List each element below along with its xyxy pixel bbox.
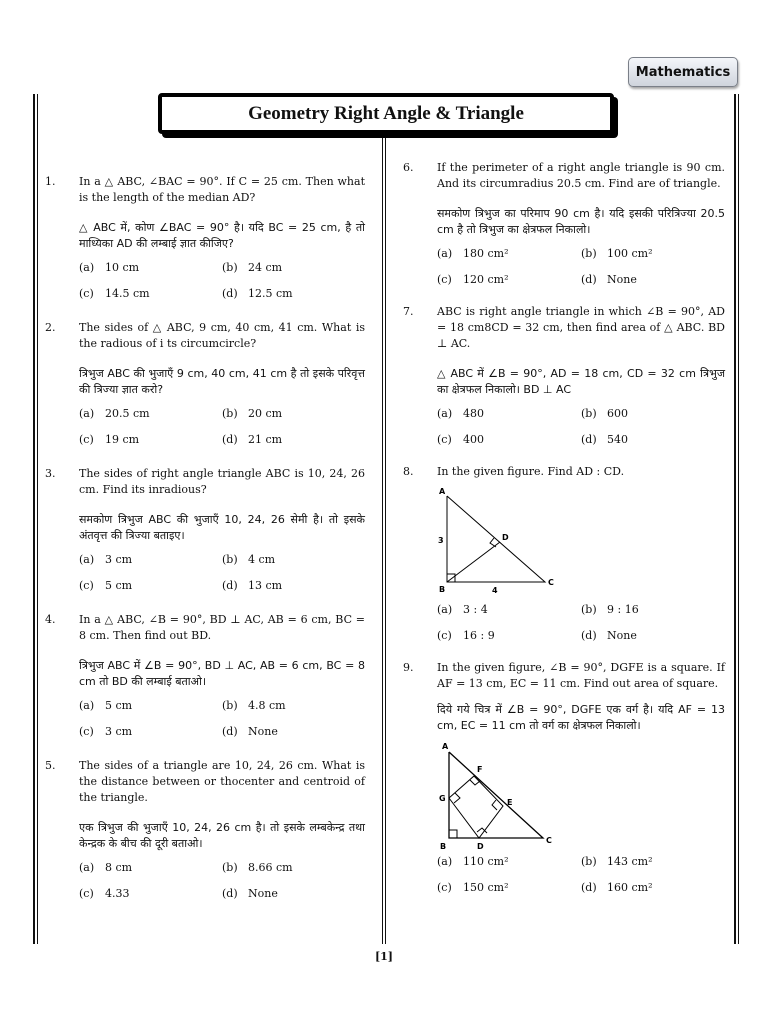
label-g: G [439, 794, 446, 803]
option-c: (c) 400 [437, 433, 484, 446]
option-d: (d) 540 [581, 433, 628, 446]
question-text-en: If the perimeter of a right angle triangle is 90 cm. And its circumradius 20.5 cm. Find are of triangle. [437, 161, 725, 190]
option-b: (b) 143 cm² [581, 855, 653, 868]
question-number: 5. [45, 759, 56, 772]
label-a: A [439, 487, 446, 496]
option-b: (b) 100 cm² [581, 247, 653, 260]
label-a: A [442, 742, 449, 751]
option-d: (d) 13 cm [222, 579, 283, 592]
option-a: (a) 180 cm² [437, 247, 509, 260]
label-c: C [548, 578, 554, 587]
question-text-hi: △ ABC में ∠B = 90°, AD = 18 cm, CD = 32 cm त्रिभुज का क्षेत्रफल निकालो। BD ⊥ AC [437, 367, 725, 396]
option-d: (d) 160 cm² [581, 881, 653, 894]
question-text-en: In the given figure. Find AD : CD. [437, 465, 625, 478]
option-b: (b) 9 : 16 [581, 603, 639, 616]
question-text-en: The sides of △ ABC, 9 cm, 40 cm, 41 cm. What is the radious of i ts circumcircle? [79, 321, 365, 350]
option-b: (b) 24 cm [222, 261, 283, 274]
question-9 [403, 660, 725, 896]
question-number: 1. [45, 175, 56, 188]
question-text-hi: समकोण त्रिभुज ABC की भुजाएँ 10, 24, 26 सेमी है। तो इसके अंतवृत्त की त्रिज्या बताइए। [79, 513, 365, 542]
page-number: [1] [374, 950, 394, 963]
question-3 [45, 466, 365, 594]
question-text-en: In the given figure, ∠B = 90°, DGFE is a square. If AF = 13 cm, EC = 11 cm. Find out area of square. [437, 661, 725, 690]
column-divider-2 [385, 130, 386, 944]
label-e: E [507, 798, 513, 807]
option-a: (a) 8 cm [79, 861, 133, 874]
option-a: (a) 110 cm² [437, 855, 509, 868]
question-text-hi: त्रिभुज ABC में ∠B = 90°, BD ⊥ AC, AB = 6 cm, BC = 8 cm तो BD की लम्बाई बताओ। [79, 659, 365, 688]
option-a: (a) 480 [437, 407, 484, 420]
question-text-hi: दिये गये चित्र में ∠B = 90°, DGFE एक वर्ग है। यदि AF = 13 cm, EC = 11 cm तो वर्ग का क्षेत्रफल निकालो। [437, 703, 725, 732]
option-d: (d) None [222, 887, 278, 900]
question-7 [403, 304, 725, 448]
option-c: (c) 19 cm [79, 433, 140, 446]
page-title: Geometry Right Angle & Triangle [158, 93, 614, 134]
question-number: 2. [45, 321, 56, 334]
left-column [45, 174, 365, 902]
option-d: (d) 21 cm [222, 433, 283, 446]
option-b: (b) 20 cm [222, 407, 283, 420]
option-c: (c) 3 cm [79, 725, 133, 738]
option-c: (c) 5 cm [79, 579, 133, 592]
left-border-inner [37, 94, 38, 944]
label-b: B [440, 842, 447, 851]
side-ab-label: 3 [438, 536, 444, 545]
question-number: 4. [45, 613, 56, 626]
right-border [734, 94, 736, 944]
question-text-en: In a △ ABC, ∠BAC = 90°. If C = 25 cm. Then what is the length of the median AD? [79, 175, 365, 204]
question-number: 9. [403, 661, 414, 674]
option-b: (b) 4.8 cm [222, 699, 286, 712]
option-a: (a) 5 cm [79, 699, 133, 712]
label-d: D [477, 842, 484, 851]
triangle-figure-q8 [437, 486, 567, 598]
label-b: B [439, 585, 446, 594]
question-1 [45, 174, 365, 302]
question-number: 3. [45, 467, 56, 480]
column-divider [382, 130, 383, 944]
question-number: 8. [403, 465, 414, 478]
side-bc-label: 4 [492, 586, 498, 595]
question-text-hi: एक त्रिभुज की भुजाएँ 10, 24, 26 cm है। तो इसके लम्बकेन्द्र तथा केन्द्रक के बीच की दूरी बताओ। [79, 821, 365, 850]
question-6 [403, 160, 725, 288]
option-c: (c) 120 cm² [437, 273, 509, 286]
question-8 [403, 464, 725, 644]
right-border-inner [738, 94, 739, 944]
option-c: (c) 150 cm² [437, 881, 509, 894]
question-text-hi: समकोण त्रिभुज का परिमाप 90 cm है। यदि इसकी परित्रिज्या 20.5 cm है तो त्रिभुज का क्षेत्रफल निकालो। [437, 207, 725, 236]
question-number: 6. [403, 161, 414, 174]
option-b: (b) 8.66 cm [222, 861, 293, 874]
option-d: (d) None [581, 629, 637, 642]
option-b: (b) 4 cm [222, 553, 276, 566]
option-d: (d) None [581, 273, 637, 286]
option-c: (c) 14.5 cm [79, 287, 150, 300]
question-text-en: ABC is right angle triangle in which ∠B = 90°, AD = 18 cm8CD = 32 cm, then find area of △ ABC. BD ⊥ AC. [437, 305, 725, 350]
option-c: (c) 4.33 [79, 887, 130, 900]
right-column [403, 160, 725, 896]
left-border [33, 94, 35, 944]
option-b: (b) 600 [581, 407, 628, 420]
triangle-figure-q9 [437, 740, 567, 852]
option-a: (a) 20.5 cm [79, 407, 150, 420]
option-c: (c) 16 : 9 [437, 629, 495, 642]
label-d: D [502, 533, 509, 542]
label-f: F [477, 765, 483, 774]
option-a: (a) 10 cm [79, 261, 140, 274]
question-5 [45, 758, 365, 902]
question-text-en: In a △ ABC, ∠B = 90°, BD ⊥ AC, AB = 6 cm, BC = 8 cm. Then find out BD. [79, 613, 365, 642]
question-text-hi: △ ABC में, कोण ∠BAC = 90° है। यदि BC = 25 cm, है तो माध्यिका AD की लम्बाई ज्ञात कीजिए? [79, 221, 365, 250]
question-number: 7. [403, 305, 414, 318]
question-text-en: The sides of right angle triangle ABC is 10, 24, 26 cm. Find its inradious? [79, 467, 365, 496]
question-2 [45, 320, 365, 448]
option-a: (a) 3 : 4 [437, 603, 488, 616]
option-a: (a) 3 cm [79, 553, 133, 566]
question-text-en: The sides of a triangle are 10, 24, 26 cm. What is the distance between or thocenter and centroid of the triangle. [79, 759, 365, 804]
question-4 [45, 612, 365, 740]
option-d: (d) None [222, 725, 278, 738]
question-text-hi: त्रिभुज ABC की भुजाएँ 9 cm, 40 cm, 41 cm है तो इसके परिवृत्त की त्रिज्या ज्ञात करो? [79, 367, 365, 396]
option-d: (d) 12.5 cm [222, 287, 293, 300]
subject-badge: Mathematics [628, 57, 738, 87]
label-c: C [546, 836, 552, 845]
